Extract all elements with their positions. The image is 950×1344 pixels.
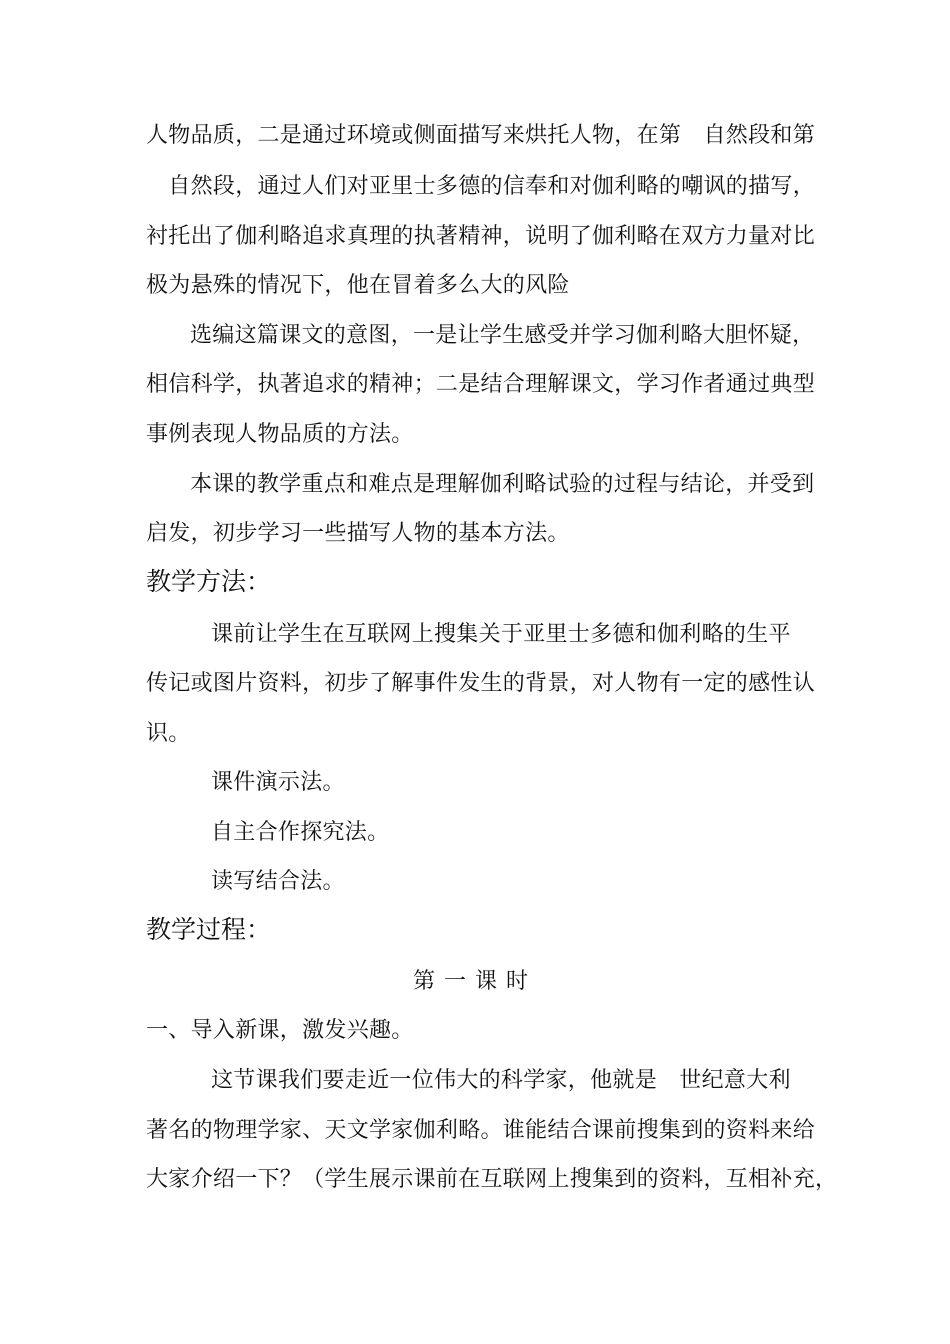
- paragraph-line: 极为悬殊的情况下，他在冒着多么大的风险: [146, 273, 570, 298]
- paragraph-line: 事例表现人物品质的方法。: [146, 422, 414, 447]
- section-heading-methods: 教学方法：: [146, 567, 272, 596]
- paragraph-line: 课前让学生在互联网上搜集关于亚里士多德和伽利略的生平: [211, 622, 791, 647]
- method-item: 课件演示法。: [211, 770, 345, 795]
- paragraph-line: 衬托出了伽利略追求真理的执著精神，说明了伽利略在双方力量对比: [146, 224, 816, 249]
- paragraph-line: 相信科学，执著追求的精神；二是结合理解课文，学习作者通过典型: [146, 372, 816, 397]
- paragraph-line: 识。: [146, 721, 191, 746]
- method-item: 读写结合法。: [211, 869, 345, 894]
- paragraph-line: 本课的教学重点和难点是理解伽利略试验的过程与结论，并受到: [190, 472, 815, 497]
- paragraph-line: 启发，初步学习一些描写人物的基本方法。: [146, 521, 570, 546]
- section-heading-process: 教学过程：: [146, 915, 272, 944]
- subsection-heading: 一、导入新课，激发兴趣。: [146, 1018, 414, 1043]
- paragraph-line: 传记或图片资料，初步了解事件发生的背景，对人物有一定的感性认: [146, 671, 816, 696]
- paragraph-line: 这节课我们要走近一位伟大的科学家，他就是 世纪意大利: [211, 1068, 791, 1093]
- lesson-title: 第一课时: [412, 969, 537, 994]
- paragraph-line: 大家介绍一下？（学生展示课前在互联网上搜集到的资料，互相补充，: [146, 1167, 838, 1192]
- paragraph-line: 选编这篇课文的意图，一是让学生感受并学习伽利略大胆怀疑，: [190, 323, 815, 348]
- paragraph-line: 人物品质，二是通过环境或侧面描写来烘托人物，在第 自然段和第: [146, 123, 816, 148]
- paragraph-line: 著名的物理学家、天文学家伽利略。谁能结合课前搜集到的资料来给: [146, 1118, 816, 1143]
- paragraph-line: 自然段，通过人们对亚里士多德的信奉和对伽利略的嘲讽的描写，: [146, 174, 816, 199]
- method-item: 自主合作探究法。: [211, 820, 390, 845]
